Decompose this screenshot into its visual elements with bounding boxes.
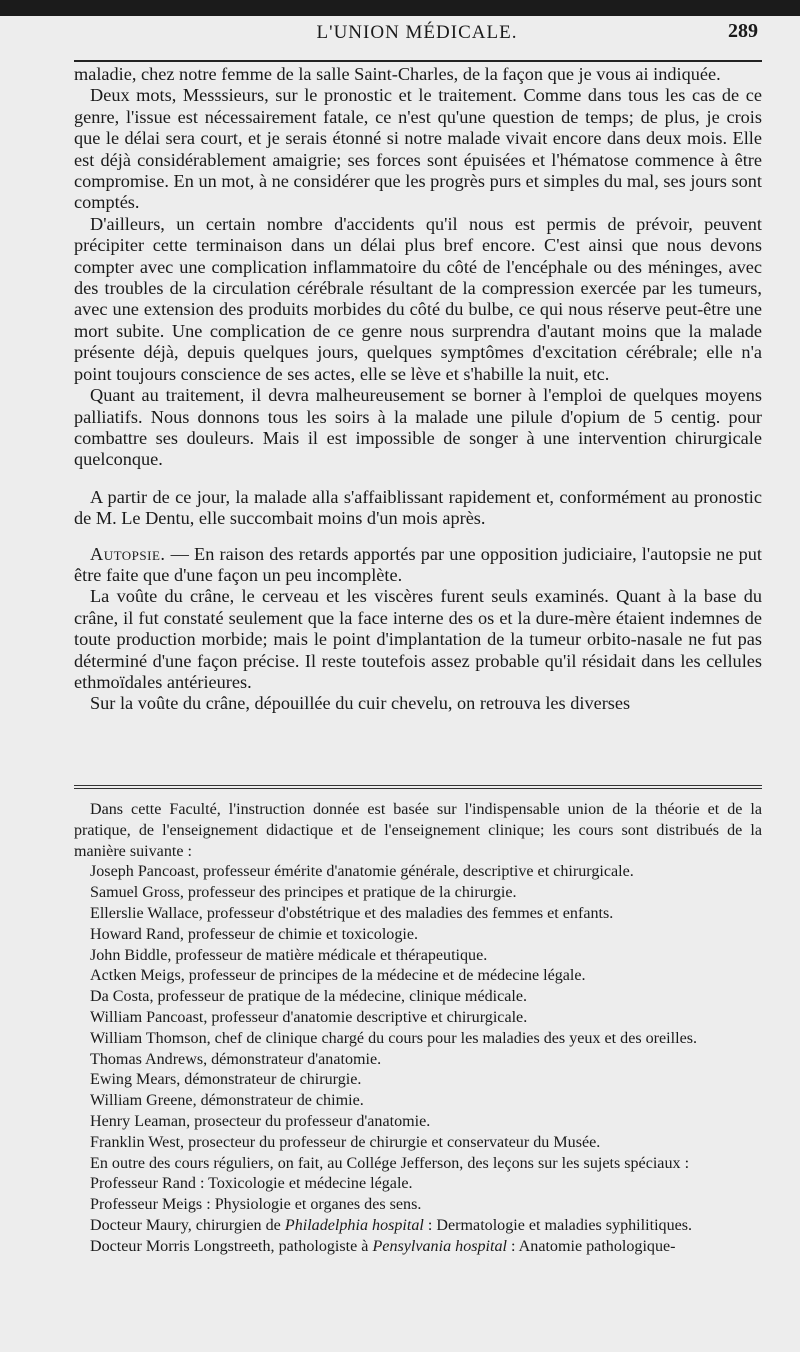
footnote-line: Ellerslie Wallace, professeur d'obstétrique et des maladies des femmes et enfants. bbox=[90, 904, 614, 922]
footnote-intro: Dans cette Faculté, l'instruction donnée est basée sur l'indispensable union de la théorie et de la pratique, de l'enseignement didactique et de l'enseignement clinique; les cours sont distribués de la manière suivante : bbox=[74, 801, 762, 860]
footnote-line: Joseph Pancoast, professeur émérite d'anatomie générale, descriptive et chirurgicale. bbox=[90, 863, 634, 881]
footnote-line: Henry Leaman, prosecteur du professeur d'anatomie. bbox=[90, 1112, 431, 1130]
footnote-line: Samuel Gross, professeur des principes et pratique de la chirurgie. bbox=[90, 884, 517, 902]
autopsy-text: — En raison des retards apportés par une opposition judiciaire, l'autopsie ne put être faite que d'une façon un peu incomplète. bbox=[74, 543, 762, 585]
main-text bbox=[74, 64, 762, 715]
journal-title: L'UNION MÉDICALE. bbox=[316, 22, 518, 43]
running-header bbox=[72, 20, 762, 46]
footnote-line: Da Costa, professeur de pratique de la médecine, clinique médicale. bbox=[90, 988, 528, 1006]
footnote-line-morris: Docteur Morris Longstreeth, pathologiste à Pensylvania hospital : Anatomie pathologique- bbox=[90, 1237, 676, 1255]
scan-top-edge bbox=[0, 0, 800, 16]
footnote-line: Ewing Mears, démonstrateur de chirurgie. bbox=[90, 1071, 362, 1089]
footnote-line: John Biddle, professeur de matière médicale et thérapeutique. bbox=[90, 946, 488, 964]
autopsy-label: Autopsie. bbox=[90, 543, 166, 564]
footnote-line: William Pancoast, professeur d'anatomie descriptive et chirurgicale. bbox=[90, 1008, 528, 1026]
paragraph: maladie, chez notre femme de la salle Saint-Charles, de la façon que je vous ai indiquée. bbox=[74, 64, 721, 84]
header-rule bbox=[74, 60, 762, 62]
page-number: 289 bbox=[728, 20, 758, 42]
hospital-name: Pensylvania hospital bbox=[372, 1237, 508, 1255]
paragraph: Deux mots, Messsieurs, sur le pronostic et le traitement. Comme dans tous les cas de ce genre, l'issue est nécessairement fatale, ce n'est qu'une question de temps; de plus, je crois que le délai sera court, et je serais étonné si notre malade vivait encore dans deux mois. Elle est déjà considérablement amaigrie; ses forces sont épuisées et l'hématose commence à être compromise. En un mot, à ne considérer que les progrès purs et simples du mal, ses jours sont comptés. bbox=[74, 85, 762, 213]
hospital-name: Philadelphia hospital bbox=[284, 1216, 424, 1234]
footnote-line: Professeur Meigs : Physiologie et organes des sens. bbox=[90, 1196, 422, 1214]
footnote-line: William Greene, démonstrateur de chimie. bbox=[90, 1092, 364, 1110]
autopsy-paragraph bbox=[74, 544, 762, 587]
footnote bbox=[74, 800, 762, 1258]
paragraph: Sur la voûte du crâne, dépouillée du cuir chevelu, on retrouva les diverses bbox=[90, 693, 631, 714]
faculty-list bbox=[74, 862, 762, 1216]
footnote-line-maury: Docteur Maury, chirurgien de Philadelphia hospital : Dermatologie et maladies syphilitiques. bbox=[90, 1216, 693, 1234]
footnote-line: En outre des cours réguliers, on fait, au Collége Jefferson, des leçons sur les sujets spéciaux : bbox=[90, 1154, 690, 1172]
footnote-line: Thomas Andrews, démonstrateur d'anatomie. bbox=[90, 1050, 382, 1068]
footnote-rule bbox=[74, 785, 762, 789]
paragraph: D'ailleurs, un certain nombre d'accidents qu'il nous est permis de prévoir, peuvent précipiter cette terminaison dans un délai plus bref encore. C'est ainsi que nous devons compter avec une complication inflammatoire du côté de l'encéphale ou des méninges, avec des troubles de la circulation cérébrale résultant de la compression exercée par les tumeurs, avec une extension des produits morbides du côté du bulbe, ce qui nous réserve peut-être une mort subite. Une complication de ce genre nous surprendra d'autant moins que la malade présente déjà, depuis quelques jours, quelques symptômes d'excitation cérébrale; elle n'a point toujours conscience de ses actes, elle se lève et s'habille la nuit, etc. bbox=[74, 213, 762, 384]
footnote-line: Professeur Rand : Toxicologie et médecine légale. bbox=[90, 1175, 413, 1193]
footnote-line: William Thomson, chef de clinique chargé du cours pour les maladies des yeux et des oreilles. bbox=[90, 1029, 698, 1047]
footnote-line: Franklin West, prosecteur du professeur de chirurgie et conservateur du Musée. bbox=[90, 1133, 601, 1151]
paragraph: A partir de ce jour, la malade alla s'affaiblissant rapidement et, conformément au pronostic de M. Le Dentu, elle succombait moins d'un mois après. bbox=[74, 486, 762, 529]
footnote-line: Howard Rand, professeur de chimie et toxicologie. bbox=[90, 925, 419, 943]
footnote-line: Actken Meigs, professeur de principes de la médecine et de médecine légale. bbox=[90, 967, 586, 985]
paragraph: Quant au traitement, il devra malheureusement se borner à l'emploi de quelques moyens palliatifs. Nous donnons tous les soirs à la malade une pilule d'opium de 5 centig. pour combattre ses douleurs. Mais il est impossible de songer à une intervention chirurgicale quelconque. bbox=[74, 385, 762, 470]
paragraph: La voûte du crâne, le cerveau et les viscères furent seuls examinés. Quant à la base du crâne, il fut constaté seulement que la face interne des os et la dure-mère étaient indemnes de toute production morbide; mais le point d'implantation de la tumeur orbito-nasale ne fut pas déterminé d'une façon précise. Il reste toutefois assez probable qu'il résidait dans les cellules ethmoïdales antérieures. bbox=[74, 586, 762, 692]
